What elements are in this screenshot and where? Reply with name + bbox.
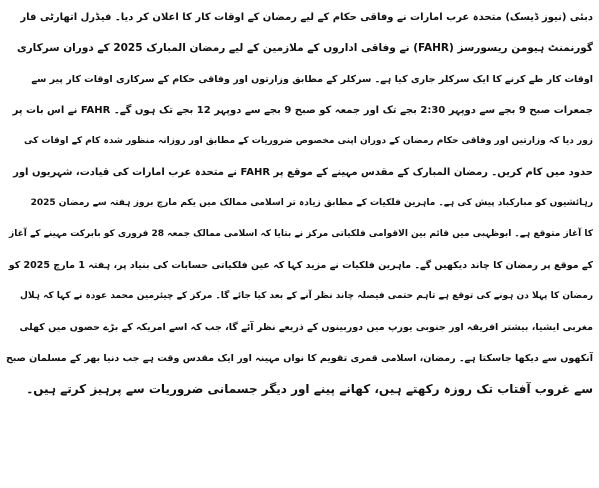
article-line: جمعرات صبح 9 بجے سے دوپہر 2:30 بجے تک اور جمعہ کو صبح 9 بجے سے دوپہر 12 بجے تک ہوں گے۔ FAHR نے اس بات پر bbox=[12, 105, 593, 116]
article-line: گورنمنٹ ہیومن ریسورسز (FAHR) نے وفاقی اداروں کے ملازمین کے لیے رمضان المبارک 2025 کے دوران سرکاری bbox=[16, 42, 593, 54]
article-line: اوقات کار طے کرنے کا ایک سرکلر جاری کیا ہے۔ سرکلر کے مطابق وزارتوں اور وفاقی حکام کے سرکاری اوقات کار پیر سے bbox=[31, 74, 593, 85]
article-line: آنکھوں سے دیکھا جاسکتا ہے۔ رمضان، اسلامی قمری تقویم کا نواں مہینہ اور ایک مقدس وقت ہے جب دنیا بھر کے مسلمان صبح bbox=[5, 353, 593, 364]
article-line: حدود میں کام کریں۔ رمضان المبارک کے مقدس مہینے کے موقع پر FAHR نے متحدہ عرب امارات کی قیادت، شہریوں اور bbox=[13, 167, 593, 178]
article-line: رہائشیوں کو مبارکباد پیش کی ہے۔ ماہرین فلکیات کے مطابق زیادہ تر اسلامی ممالک میں یکم مارچ بروز ہفتہ سے رمضان 2025 bbox=[30, 198, 593, 208]
article-line: مغربی ایشیا، بیشتر افریقہ اور جنوبی یورپ میں دوربینوں کے ذریعے نظر آئے گا، جب کہ اسے امریکہ کے بڑے حصوں میں کھلی bbox=[19, 322, 593, 333]
article-line: سے غروب آفتاب تک روزہ رکھتے ہیں، کھانے پینے اور دیگر جسمانی ضروریات سے پرہیز کرتے ہیں۔ bbox=[26, 382, 593, 396]
article-line: دبئی (نیوز ڈیسک) متحدہ عرب امارات نے وفاقی حکام کے لیے رمضان کے اوقات کار کا اعلان کر دیا۔ فیڈرل اتھارٹی فار bbox=[20, 12, 593, 23]
article-line: کے موقع پر رمضان کا چاند دیکھیں گے۔ ماہرین فلکیات نے مزید کہا کہ عین فلکیاتی حسابات کی بنیاد پر، ہفتہ 1 مارچ 2025 کو bbox=[8, 260, 593, 271]
article-line: رمضان کا پہلا دن ہونے کی توقع ہے تاہم حتمی فیصلہ چاند نظر آنے کے بعد کیا جائے گا۔ مرکز کے چیئرمین محمد عودہ نے کہا کہ ہلال bbox=[20, 291, 593, 301]
article-line: زور دیا کہ وزارتیں اور وفاقی حکام رمضان کے دوران اپنی مخصوص ضروریات کے مطابق اور روزانہ منظور شدہ کام کے اوقات کی bbox=[23, 136, 593, 146]
article-line: کا آغاز متوقع ہے۔ ابوظہبی میں قائم بین الاقوامی فلکیاتی مرکز نے بتایا کہ اسلامی ممالک جمعہ 28 فروری کو بابرکت مہینے کے آغاز bbox=[9, 229, 593, 239]
